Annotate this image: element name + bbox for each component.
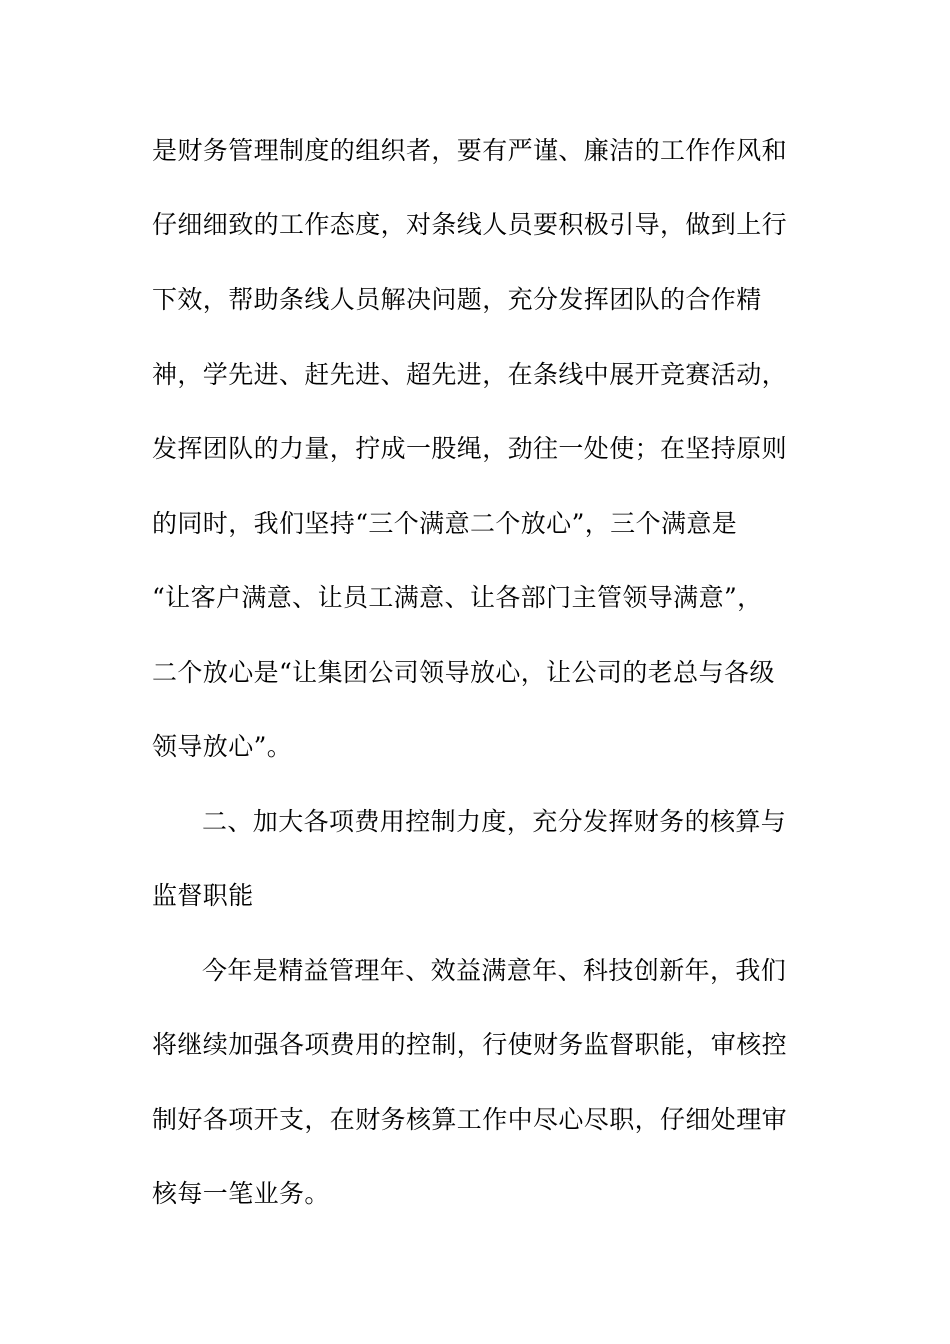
text-line: 核每一笔业务。: [152, 1179, 330, 1208]
text-line: 下效，帮助条线人员解决问题，充分发挥团队的合作精: [152, 285, 762, 314]
text-line: 神，学先进、赶先进、超先进，在条线中展开竞赛活动，: [152, 360, 788, 389]
text-line: “让客户满意、让员工满意、让各部门主管领导满意”，: [152, 583, 763, 612]
text-line: 将继续加强各项费用的控制，行使财务监督职能，审核控: [152, 1030, 788, 1059]
text-line: 领导放心”。: [152, 732, 293, 761]
text-line: 是财务管理制度的组织者，要有严谨、廉洁的工作作风和: [152, 136, 788, 165]
text-line: 二个放心是“让集团公司领导放心，让公司的老总与各级: [152, 658, 775, 687]
text-line: 发挥团队的力量，拧成一股绳，劲往一处使；在坚持原则: [152, 434, 788, 463]
section-heading: 二、加大各项费用控制力度，充分发挥财务的核算与: [202, 807, 787, 836]
section-heading-continued: 监督职能: [152, 881, 254, 910]
text-line: 制好各项开支，在财务核算工作中尽心尽职，仔细处理审: [152, 1105, 788, 1134]
text-line: 仔细细致的工作态度，对条线人员要积极引导，做到上行: [152, 210, 788, 239]
text-line: 今年是精益管理年、效益满意年、科技创新年，我们: [202, 956, 787, 985]
text-line: 的同时，我们坚持“三个满意二个放心”，三个满意是: [152, 509, 738, 538]
